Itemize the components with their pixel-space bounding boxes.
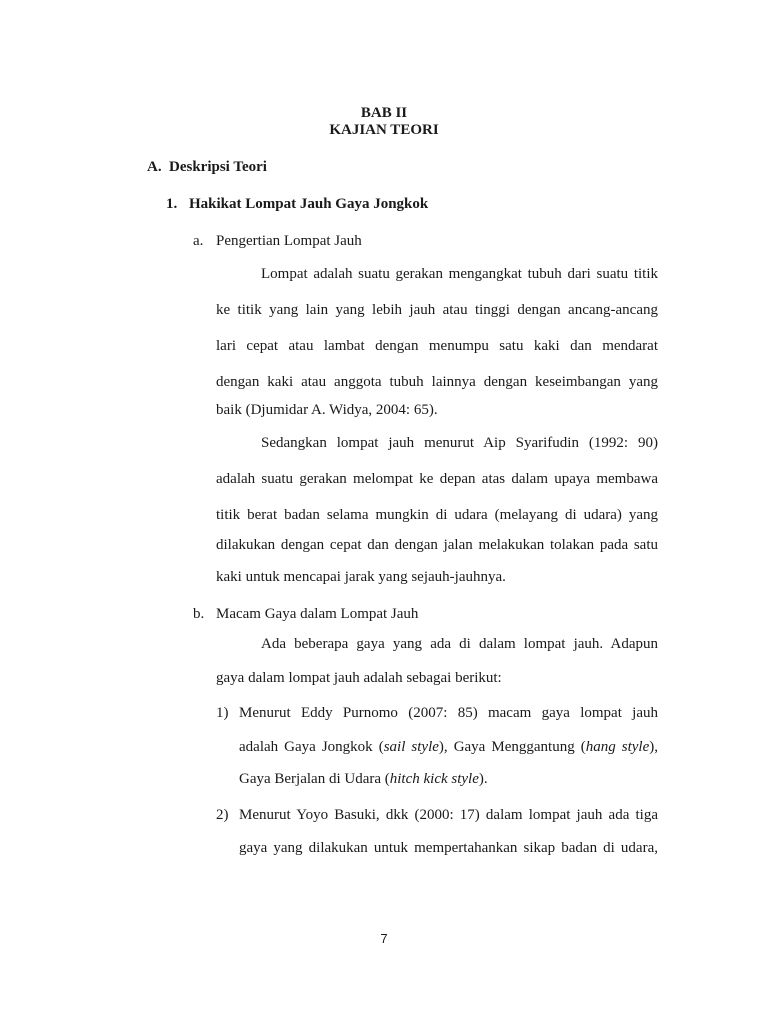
subsection-1-number: 1. xyxy=(166,196,178,212)
section-a-number: A. xyxy=(147,159,162,175)
paragraph-line: adalah suatu gerakan melompat ke depan atas dalam upaya membawa xyxy=(216,471,658,487)
paragraph-line: kaki untuk mencapai jarak yang sejauh-jauhnya. xyxy=(216,569,506,585)
paragraph-line: ke titik yang lain yang lebih jauh atau tinggi dengan ancang-ancang xyxy=(216,302,658,318)
chapter-title: KAJIAN TEORI xyxy=(329,122,439,138)
paragraph-line: lari cepat atau lambat dengan menumpu satu kaki dan mendarat xyxy=(216,338,658,354)
subsection-1-title: Hakikat Lompat Jauh Gaya Jongkok xyxy=(189,196,429,212)
point-a-title: Pengertian Lompat Jauh xyxy=(216,233,362,249)
list-item-2-number: 2) xyxy=(216,807,229,823)
paragraph-line: gaya dalam lompat jauh adalah sebagai berikut: xyxy=(216,670,502,686)
list-item-line: Menurut Yoyo Basuki, dkk (2000: 17) dalam lompat jauh ada tiga xyxy=(239,807,658,823)
paragraph-line: Lompat adalah suatu gerakan mengangkat tubuh dari suatu titik xyxy=(261,266,658,282)
section-a-title: Deskripsi Teori xyxy=(169,159,267,175)
page-number: 7 xyxy=(380,931,388,946)
paragraph-line: dilakukan dengan cepat dan dengan jalan melakukan tolakan pada satu xyxy=(216,537,658,553)
list-item-1-number: 1) xyxy=(216,705,229,721)
paragraph-line: baik (Djumidar A. Widya, 2004: 65). xyxy=(216,402,438,418)
list-item-line: Gaya Berjalan di Udara (hitch kick style). xyxy=(239,771,488,787)
paragraph-line: titik berat badan selama mungkin di udara (melayang di udara) yang xyxy=(216,507,658,523)
paragraph-line: dengan kaki atau anggota tubuh lainnya dengan keseimbangan yang xyxy=(216,374,658,390)
point-a-number: a. xyxy=(193,233,204,249)
point-b-title: Macam Gaya dalam Lompat Jauh xyxy=(216,606,419,622)
chapter-number: BAB II xyxy=(360,105,408,121)
paragraph-line: Ada beberapa gaya yang ada di dalam lompat jauh. Adapun xyxy=(261,636,658,652)
list-item-line: Menurut Eddy Purnomo (2007: 85) macam gaya lompat jauh xyxy=(239,705,658,721)
list-item-line: adalah Gaya Jongkok (sail style), Gaya Menggantung (hang style), xyxy=(239,739,658,755)
list-item-line: gaya yang dilakukan untuk mempertahankan sikap badan di udara, xyxy=(239,840,658,856)
paragraph-line: Sedangkan lompat jauh menurut Aip Syarifudin (1992: 90) xyxy=(261,435,658,451)
point-b-number: b. xyxy=(193,606,205,622)
